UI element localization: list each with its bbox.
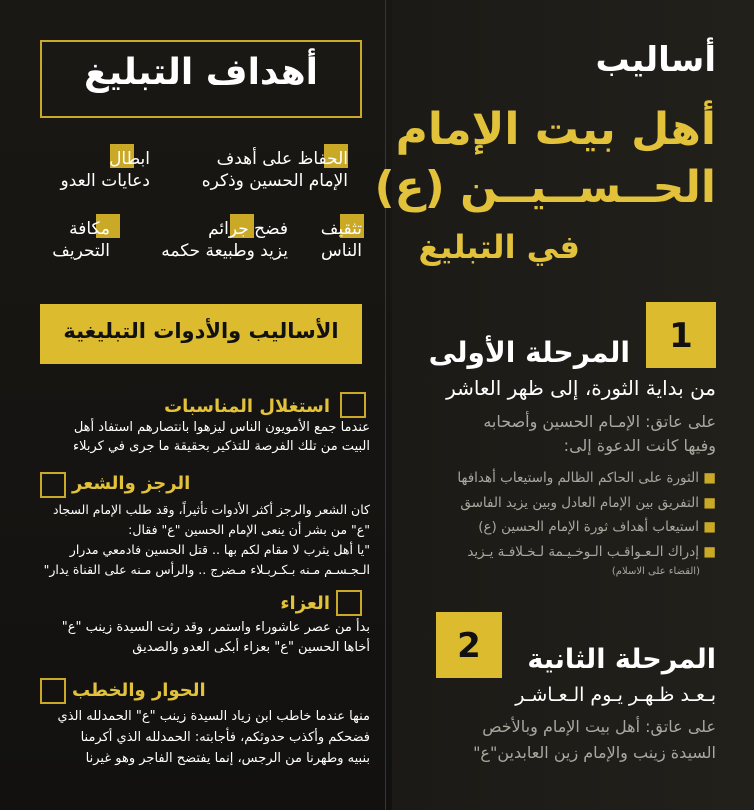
- method-3-text: [30, 618, 370, 658]
- method-3-checkbox: [336, 590, 362, 616]
- stage-1-bullet-1-text: الثورة على الحاكم الظالم واستيعاب أهدافها: [457, 470, 699, 486]
- method-1-line2: البيت من تلك الفرصة للتذكير بحقيقة ما جرى في كربلاء: [72, 439, 370, 454]
- goal-1-line1: الحفاظ على أهدف: [216, 149, 348, 169]
- stage-1-bullet-1: ■ الثورة على الحاكم الظالم واستيعاب أهدافها: [457, 470, 716, 486]
- methods-title: الأساليب والأدوات التبليغية: [63, 319, 339, 343]
- stage-1-subtitle: من بداية الثورة، إلى ظهر العاشر: [446, 376, 716, 400]
- method-2-line1: كان الشعر والرجز أكثر الأدوات تأثيراً، وقد طلب الإمام السجاد: [52, 502, 370, 517]
- goal-4-line2: يزيد وطبيعة حكمه: [161, 241, 288, 261]
- stage-2-title: المرحلة الثانية: [527, 644, 716, 675]
- title-line4: في التبليغ: [418, 228, 580, 266]
- goal-3: [290, 218, 362, 262]
- stage-1-bullet-2-text: التفريق بين الإمام العادل وبين يزيد الفاسق: [460, 494, 699, 511]
- method-2-line2: "ع" من بشر أن ينعى الإمام الحسين "ع" فقال:: [128, 522, 370, 537]
- stage-1-bullet-4-text: إدراك الـعـواقـب الـوخـيـمة لـخـلافـة يـزيد: [467, 543, 699, 560]
- goal-3-line2: الناس: [321, 241, 362, 261]
- column-divider: [385, 0, 386, 810]
- goal-3-line1: تثقيف: [320, 219, 362, 239]
- method-3-line2: أخاها الحسين "ع" بعزاء أبكى العدو والصديق: [132, 640, 370, 655]
- title-line3: الحــســيــن (ع): [374, 162, 716, 213]
- goal-2-line2: دعايات العدو: [60, 171, 150, 191]
- goal-5-line1: مكافة: [69, 219, 110, 239]
- method-1-checkbox: [340, 392, 366, 418]
- stage-2-line1: على عاتق: أهل بيت الإمام وبالأخص: [482, 717, 716, 736]
- stage-2-subtitle: بـعـد ظـهـر يـوم الـعـاشـر: [515, 684, 716, 706]
- goal-5: [30, 218, 110, 262]
- stage-2-line2: السيدة زينب والإمام زين العابدين"ع": [473, 743, 716, 762]
- method-4-heading: الحوار والخطب: [72, 680, 206, 701]
- goal-5-line2: التحريف: [52, 241, 110, 261]
- stage-1-bullet-3: ■ استيعاب أهداف ثورة الإمام الحسين (ع): [478, 519, 716, 535]
- method-2-line3: "يا أهل يثرب لا مقام لكم بها .. قتل الحسين فادمعي مدرار: [69, 542, 370, 557]
- goal-4: [120, 218, 288, 262]
- title-top: أساليب: [595, 40, 716, 80]
- stage-1-title: المرحلة الأولى: [428, 336, 630, 369]
- stage-1-intro-line2: وفيها كانت الدعوة إلى:: [563, 436, 716, 455]
- goal-1-line2: الإمام الحسين وذكره: [201, 171, 348, 191]
- method-1-heading: استغلال المناسبات: [164, 396, 330, 417]
- method-4-line1: منها عندما خاطب ابن زياد السيدة زينب "ع" الحمدلله الذي: [57, 709, 370, 724]
- stage-1-bullet-4: ■ إدراك الـعـواقـب الـوخـيـمة لـخـلافـة يـزيد: [467, 543, 716, 560]
- stage-2-number: 2: [457, 626, 481, 666]
- method-1-line1: عندما جمع الأمويون الناس ليزهوا بانتصارهم استفاد أهل: [73, 420, 370, 435]
- stage-1-bullet-2: ■ التفريق بين الإمام العادل وبين يزيد الفاسق: [460, 494, 716, 511]
- method-4-line2: فضحكم وأكذب حدوثكم، فأجابته: الحمدلله الذي أكرمنا: [80, 730, 370, 745]
- goal-2: [30, 148, 150, 192]
- goals-title: أهداف التبليغ: [83, 52, 319, 93]
- method-2-heading: الرجز والشعر: [72, 473, 191, 494]
- stage-1-note: (القضاء على الاسلام): [611, 566, 700, 577]
- method-1-text: [30, 418, 370, 456]
- title-line2: أهل بيت الإمام: [395, 104, 716, 155]
- method-4-checkbox: [40, 678, 66, 704]
- goal-2-line1: ابطال: [109, 149, 150, 169]
- stage-1-intro-line1: على عاتق: الإمـام الحسين وأصحابه: [483, 412, 716, 431]
- stage-1-intro: [400, 410, 716, 458]
- stage-1-bullets: [400, 466, 716, 564]
- method-4-line3: بنبيه وطهرنا من الرجس، إنما يفتضح الفاجر وهو غيرنا: [85, 751, 370, 766]
- stage-1-bullet-3-text: استيعاب أهداف ثورة الإمام الحسين (ع): [478, 519, 699, 535]
- method-2-text: [28, 500, 370, 580]
- stage-1-number: 1: [669, 316, 693, 356]
- method-2-line4: الـجـسـم مـنه بـكـربـلاء مـضرج .. والرأس مـنه على القناة يدار": [43, 562, 370, 577]
- goal-1: [180, 148, 348, 192]
- method-3-heading: العزاء: [280, 593, 330, 614]
- method-2-checkbox: [40, 472, 66, 498]
- goal-4-line1: فضح جرائم: [208, 219, 288, 239]
- method-4-text: [30, 706, 370, 769]
- method-3-line1: بدأ من عصر عاشوراء واستمر، وقد رثت السيدة زينب "ع": [61, 620, 370, 635]
- stage-2-body: [400, 714, 716, 766]
